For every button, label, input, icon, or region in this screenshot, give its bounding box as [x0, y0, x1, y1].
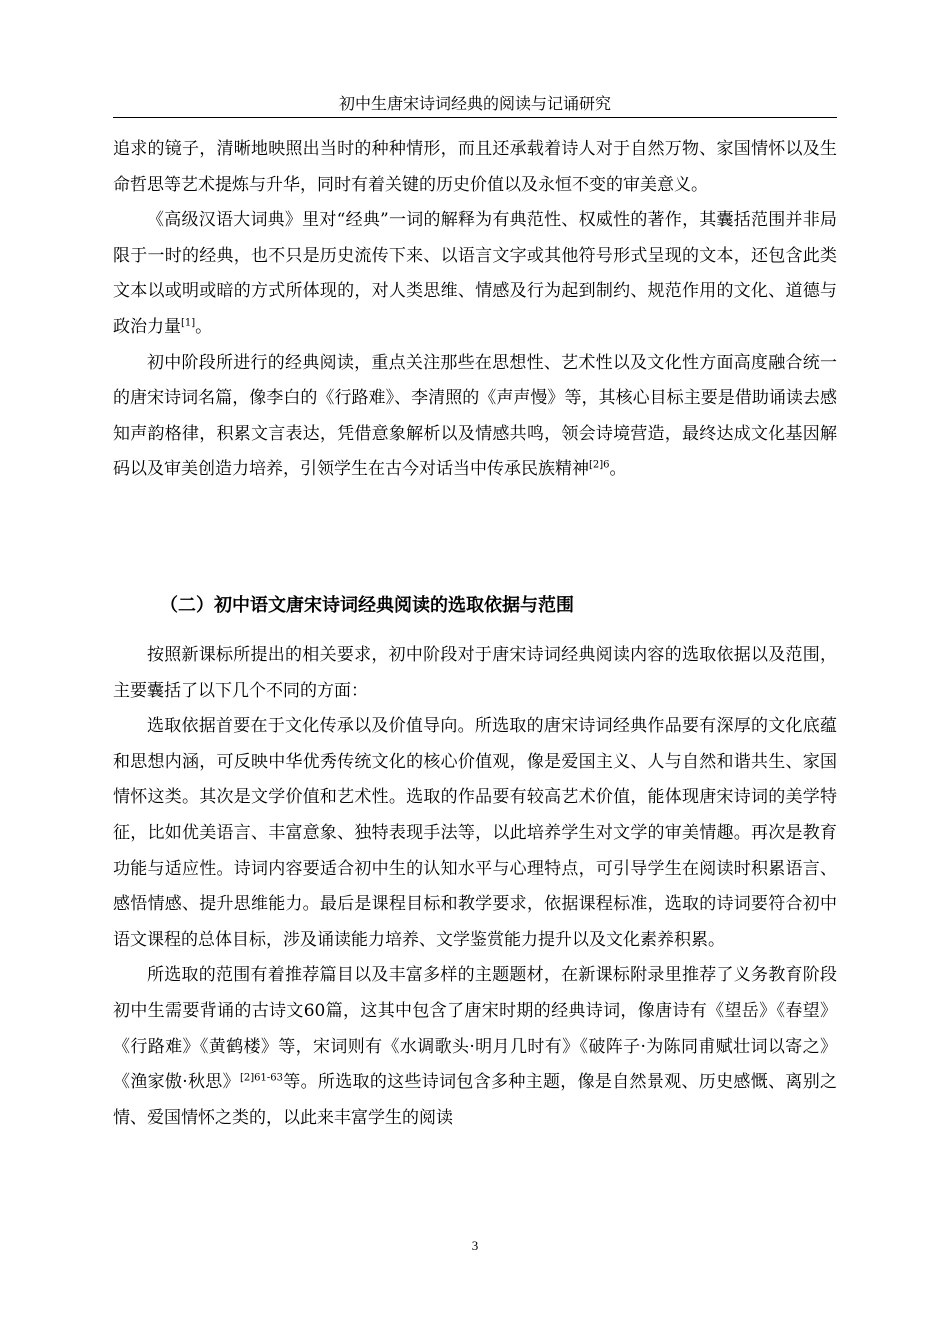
- body-block-bottom: [113, 638, 837, 1136]
- citation-ref: [1]: [181, 317, 196, 329]
- paragraph-junior-reading: [113, 346, 837, 488]
- header-rule: [113, 117, 837, 118]
- section-heading: （二）初中语文唐宋诗词经典阅读的选取依据与范围: [160, 595, 574, 616]
- citation-ref: [2]6: [589, 459, 610, 471]
- paragraph-selection-scope: [113, 958, 837, 1136]
- paragraph-selection-basis: 选取依据首要在于文化传承以及价值导向。所选取的唐宋诗词经典作品要有深厚的文化底蕴和思想内涵，可反映中华优秀传统文化的核心价值观，像是爱国主义、人与自然和谐共生、家国情怀这类。其次是文学价值和艺术性。选取的作品要有较高艺术价值，能体现唐宋诗词的美学特征，比如优美语言、丰富意象、独特表现手法等，以此培养学生对文学的审美情趣。再次是教育功能与适应性。诗词内容要适合初中生的认知水平与心理特点，可引导学生在阅读时积累语言、感悟情感、提升思维能力。最后是课程目标和教学要求，依据课程标准，选取的诗词要符合初中语文课程的总体目标，涉及诵读能力培养、文学鉴赏能力提升以及文化素养积累。: [113, 716, 837, 950]
- paragraph-end: 等。所选取的这些诗词包含多种主题，像是自然景观、历史感慨、离别之情、爱国情怀之类的，以此来丰富学生的阅读: [113, 1072, 838, 1128]
- paragraph-text: 《高级汉语大词典》里对“经典”一词的解释为有典范性、权威性的著作，其囊括范围并非局限于一时的经典，也不只是历史流传下来、以语言文字或其他符号形式呈现的文本，还包含此类文本以或明或暗的方式所体现的，对人类思维、情感及行为起到制约、规范作用的文化、道德与政治力量: [113, 210, 837, 337]
- page-number: 3: [471, 1238, 479, 1253]
- paragraph-text: 初中阶段所进行的经典阅读，重点关注那些在思想性、艺术性以及文化性方面高度融合统一的唐宋诗词名篇，像李白的《行路难》、李清照的《声声慢》等，其核心目标主要是借助诵读去感知声韵格律，积累文言表达，凭借意象解析以及情感共鸣，领会诗境营造，最终达成文化基因解码以及审美创造力培养，引领学生在古今对话当中传承民族精神: [113, 352, 837, 480]
- paragraph-text: 所选取的范围有着推荐篇目以及丰富多样的主题题材，在新课标附录里推荐了义务教育阶段初中生需要背诵的古诗文60篇，这其中包含了唐宋时期的经典诗词，像唐诗有《望岳》《春望》《行路难》《黄鹤楼》等，宋词则有《水调歌头·明月几时有》《破阵子·为陈同甫赋壮词以寄之》《渔家傲·秋思》: [113, 965, 837, 1093]
- citation-ref: [2]61-63: [239, 1072, 283, 1084]
- paragraph-intro: 按照新课标所提出的相关要求，初中阶段对于唐宋诗词经典阅读内容的选取依据以及范围，主要囊括了以下几个不同的方面：: [113, 645, 837, 701]
- paragraph-continuation: 追求的镜子，清晰地映照出当时的种种情形，而且还承载着诗人对于自然万物、家国情怀以及生命哲思等艺术提炼与升华，同时有着关键的历史价值以及永恒不变的审美意义。: [113, 139, 837, 195]
- body-block-top: [113, 132, 837, 488]
- paragraph-end: 。: [609, 459, 627, 480]
- paragraph-classic-definition: [113, 203, 837, 345]
- paragraph-end: 。: [195, 316, 213, 337]
- running-header: 初中生唐宋诗词经典的阅读与记诵研究: [338, 94, 611, 113]
